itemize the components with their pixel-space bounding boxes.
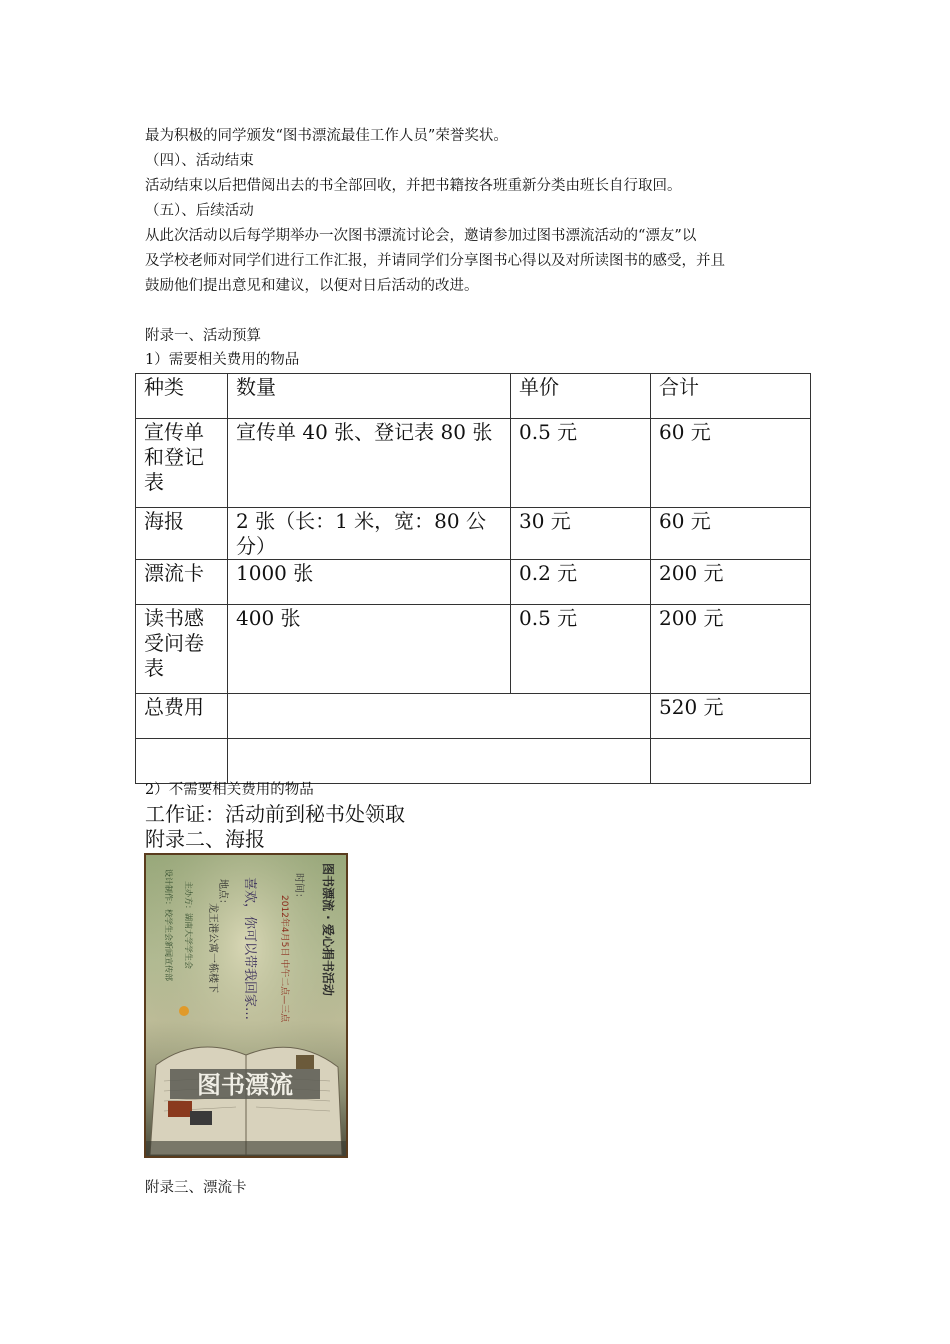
appendix1-title: 附录一、活动预算 xyxy=(145,328,261,344)
poster-time-label: 时间： xyxy=(293,873,304,903)
table-cell: 海报 xyxy=(136,508,228,560)
total-value-cell: 520 元 xyxy=(651,694,811,739)
table-cell: 0.2 元 xyxy=(511,560,651,605)
table-cell: 宣传单 40 张、登记表 80 张 xyxy=(228,419,511,508)
section4-heading: （四）、活动结束 xyxy=(145,153,254,169)
table-cell xyxy=(651,739,811,784)
poster-place-label: 地点： xyxy=(217,879,228,909)
table-header-cell: 数量 xyxy=(228,374,511,419)
work-id-line: 工作证：活动前到秘书处领取 xyxy=(145,802,405,826)
table-cell: 200 元 xyxy=(651,560,811,605)
table-cell: 0.5 元 xyxy=(511,605,651,694)
total-empty-cell xyxy=(228,694,651,739)
poster-organizer: 主办方：湖南大学学生会 xyxy=(184,881,193,969)
table-cell: 60 元 xyxy=(651,419,811,508)
appendix1-subtitle-paid: 1）需要相关费用的物品 xyxy=(145,352,300,368)
paragraph-award: 最为积极的同学颁发“图书漂流最佳工作人员”荣誉奖状。 xyxy=(145,128,508,144)
table-cell: 读书感受问卷表 xyxy=(136,605,228,694)
appendix3-title: 附录三、漂流卡 xyxy=(145,1180,247,1196)
table-cell: 400 张 xyxy=(228,605,511,694)
section5-line-3: 鼓励他们提出意见和建议，以便对日后活动的改进。 xyxy=(145,278,479,294)
total-label-cell: 总费用 xyxy=(136,694,228,739)
poster-time-value: 2012年4月5日 中午二点—三点 xyxy=(279,895,289,1023)
table-header-row xyxy=(136,374,811,419)
poster-designer: 设计制作：校学生会新闻宣传部 xyxy=(164,869,173,981)
table-row xyxy=(136,508,811,560)
section5-line-1: 从此次活动以后每学期举办一次图书漂流讨论会，邀请参加过图书漂流活动的“漂友”以 xyxy=(145,228,697,244)
poster-title-text: 图书漂流 · 爱心捐书活动 xyxy=(321,863,335,996)
table-cell: 200 元 xyxy=(651,605,811,694)
table-cell: 宣传单和登记表 xyxy=(136,419,228,508)
table-cell: 0.5 元 xyxy=(511,419,651,508)
poster-image xyxy=(144,853,348,1158)
budget-table xyxy=(135,373,811,784)
table-header-cell: 合计 xyxy=(651,374,811,419)
table-cell xyxy=(136,739,228,784)
poster-center-text: 喜欢，你可以带我回家… xyxy=(242,877,257,1021)
table-row xyxy=(136,560,811,605)
table-header-cell: 单价 xyxy=(511,374,651,419)
appendix2-title: 附录二、海报 xyxy=(145,827,265,851)
poster-book-title: 图书漂流 xyxy=(197,1071,293,1099)
table-cell: 2 张（长：1 米，宽：80 公分） xyxy=(228,508,511,560)
table-cell: 1000 张 xyxy=(228,560,511,605)
table-cell: 漂流卡 xyxy=(136,560,228,605)
table-header-cell: 种类 xyxy=(136,374,228,419)
table-row xyxy=(136,605,811,694)
poster-logo-icon xyxy=(179,1006,189,1016)
appendix1-subtitle-free: 2）不需要相关费用的物品 xyxy=(145,782,314,798)
table-row xyxy=(136,419,811,508)
section4-text: 活动结束以后把借阅出去的书全部回收，并把书籍按各班重新分类由班长自行取回。 xyxy=(145,178,682,194)
table-cell xyxy=(228,739,651,784)
section5-line-2: 及学校老师对同学们进行工作汇报，并请同学们分享图书心得以及对所读图书的感受，并且 xyxy=(145,253,725,269)
table-cell: 60 元 xyxy=(651,508,811,560)
table-blank-row xyxy=(136,739,811,784)
table-cell: 30 元 xyxy=(511,508,651,560)
table-total-row xyxy=(136,694,811,739)
poster-place-value: 龙王港公寓一栋楼下 xyxy=(207,903,218,993)
section5-heading: （五）、后续活动 xyxy=(145,203,254,219)
